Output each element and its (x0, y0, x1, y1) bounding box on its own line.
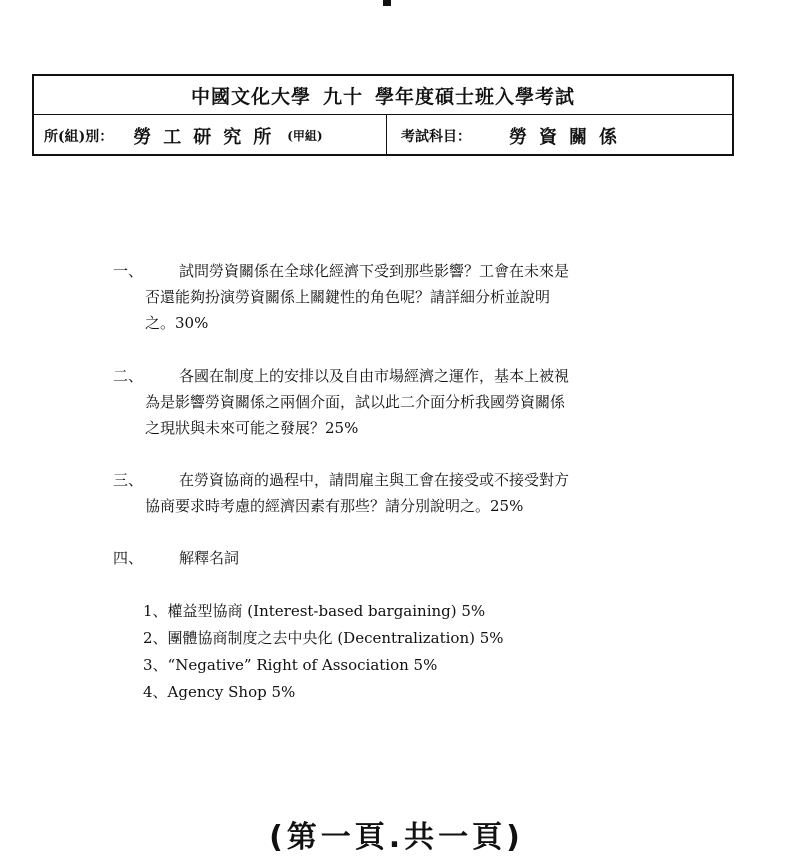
question-number: 三、 (113, 471, 144, 489)
term-item: 1、權益型協商 (Interest-based bargaining) 5% (143, 602, 486, 620)
term-item: 3、“Negative” Right of Association 5% (143, 656, 438, 674)
department-name: 勞工研究所 (133, 126, 284, 148)
question-4 (113, 545, 673, 571)
question-text-line: 否還能夠扮演勞資關係上關鍵性的角色呢？請詳細分析並說明 (145, 288, 551, 306)
question-1 (113, 258, 673, 336)
question-text-line: 在勞資協商的過程中，請問雇主與工會在接受或不接受對方 (179, 471, 570, 489)
term-list (143, 598, 504, 706)
question-number: 四、 (113, 549, 144, 567)
question-number: 一、 (113, 262, 144, 280)
question-text-line: 為是影響勞資關係之兩個介面，試以此二介面分析我國勞資關係 (145, 393, 566, 411)
department-group: (甲組) (287, 129, 323, 143)
question-2 (113, 363, 673, 441)
exam-header (32, 74, 734, 156)
question-text-line: 協商要求時考慮的經濟因素有那些？請分別說明之。25% (145, 497, 524, 515)
term-item: 2、團體協商制度之去中央化 (Decentralization) 5% (143, 629, 504, 647)
question-text-line: 試問勞資關係在全球化經濟下受到那些影響？工會在未來是 (179, 262, 570, 280)
school-name: 中國文化大學 (190, 85, 311, 108)
subject-name: 勞資關係 (509, 126, 629, 148)
department-cell (34, 115, 387, 156)
question-text-line: 各國在制度上的安排以及自由市場經濟之運作，基本上被視 (179, 367, 570, 385)
subject-label: 考試科目： (401, 128, 471, 145)
question-number: 二、 (113, 367, 144, 385)
exam-name: 學年度碩士班入學考試 (375, 85, 576, 108)
scan-mark (383, 0, 391, 6)
question-3 (113, 467, 673, 519)
exam-title (34, 76, 732, 115)
page-footer: (第一頁.共一頁) (269, 820, 524, 855)
question-text-line: 解釋名詞 (179, 549, 240, 567)
department-label: 所(組)別： (44, 128, 114, 145)
question-text-line: 之。30% (145, 314, 209, 332)
term-item: 4、Agency Shop 5% (143, 683, 296, 701)
question-text-line: 之現狀與未來可能之發展？25% (145, 419, 359, 437)
exam-info-row (34, 115, 732, 156)
subject-cell (387, 115, 732, 156)
academic-year: 九十 (322, 85, 363, 108)
